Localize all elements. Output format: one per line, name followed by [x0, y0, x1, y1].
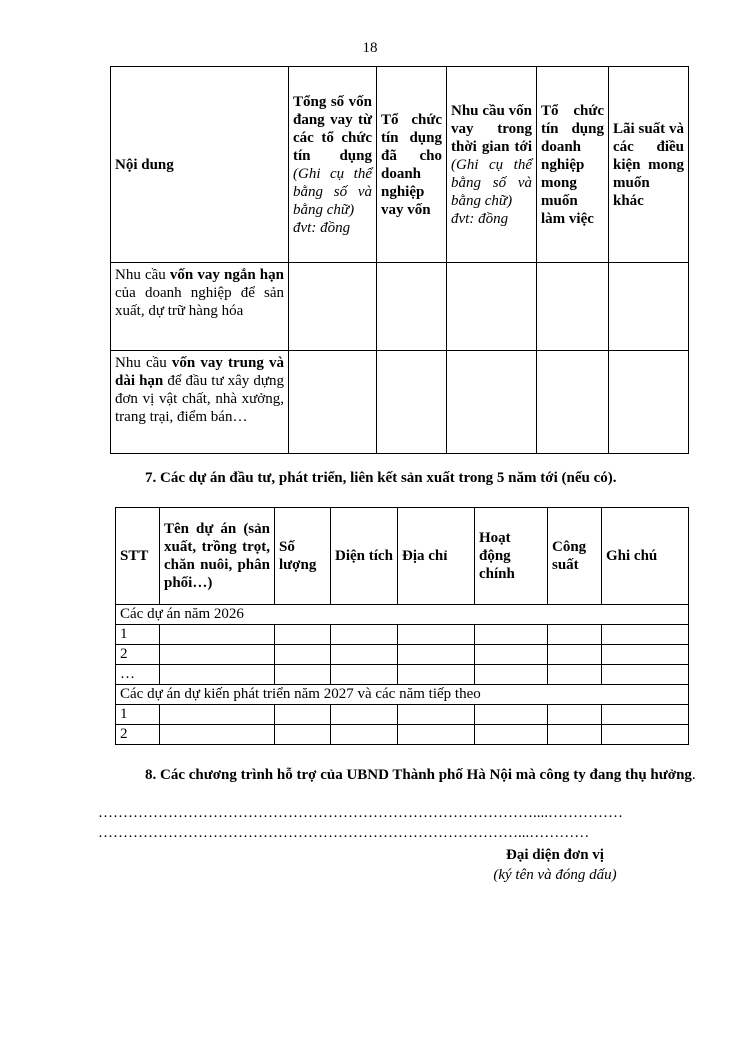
header-ghi-chu: Ghi chú — [602, 508, 689, 605]
header-hoat-dong: Hoạt động chính — [475, 508, 548, 605]
header-dia-chi: Địa chỉ — [398, 508, 475, 605]
table-cell[interactable] — [447, 351, 537, 454]
table-cell[interactable] — [475, 665, 548, 685]
header-nhu-cau-von-note: (Ghi cụ thể bằng số và bằng chữ) — [451, 156, 532, 209]
row-number: … — [116, 665, 160, 685]
table-cell[interactable] — [275, 725, 331, 745]
table-cell[interactable] — [377, 263, 447, 351]
row-number: 1 — [116, 625, 160, 645]
table-cell[interactable] — [602, 645, 689, 665]
table-row — [116, 725, 689, 745]
signature-block — [470, 845, 640, 885]
header-stt: STT — [116, 508, 160, 605]
table-cell[interactable] — [398, 645, 475, 665]
loan-needs-table — [110, 66, 689, 454]
table-cell[interactable] — [602, 625, 689, 645]
section-8-period: . — [691, 767, 696, 783]
table-cell[interactable] — [160, 645, 275, 665]
table-cell[interactable] — [447, 263, 537, 351]
table-cell[interactable] — [160, 665, 275, 685]
projects-table — [115, 507, 689, 745]
table-cell[interactable] — [548, 665, 602, 685]
group-label: Các dự án dự kiến phát triển năm 2027 và các năm tiếp theo — [116, 685, 689, 705]
section-8-heading — [98, 765, 698, 785]
table-cell[interactable] — [160, 725, 275, 745]
table-cell[interactable] — [609, 263, 689, 351]
table-cell[interactable] — [537, 351, 609, 454]
table-cell[interactable] — [275, 645, 331, 665]
table-cell[interactable] — [548, 645, 602, 665]
header-tong-so-von-note: (Ghi cụ thể bằng số và bằng chữ) — [293, 165, 372, 218]
signature-note: (ký tên và đóng dấu) — [493, 867, 617, 883]
table-cell[interactable] — [398, 705, 475, 725]
section-7-heading: 7. Các dự án đầu tư, phát triển, liên kết sản xuất trong 5 năm tới (nếu có). — [145, 470, 617, 486]
answer-line-2[interactable]: …………………………………………………………………………...………… — [98, 825, 590, 841]
table-cell[interactable] — [331, 625, 398, 645]
table-cell[interactable] — [475, 645, 548, 665]
table-cell[interactable] — [398, 625, 475, 645]
table-cell[interactable] — [602, 705, 689, 725]
table-cell[interactable] — [548, 725, 602, 745]
header-tong-so-von-unit: đvt: đồng — [293, 219, 351, 236]
table-cell[interactable] — [537, 263, 609, 351]
header-nhu-cau-von-main: Nhu cầu vốn vay trong thời gian tới — [451, 102, 532, 155]
table-row — [116, 705, 689, 725]
table-cell[interactable] — [160, 625, 275, 645]
table-header-row — [116, 508, 689, 605]
header-noi-dung: Nội dung — [111, 67, 289, 263]
header-dien-tich: Diện tích — [331, 508, 398, 605]
header-tong-so-von-main: Tổng số vốn đang vay từ các tổ chức tín dụng — [293, 93, 372, 164]
table-cell[interactable] — [398, 725, 475, 745]
header-cong-suat: Công suất — [548, 508, 602, 605]
header-tong-so-von — [289, 67, 377, 263]
table-row — [111, 263, 689, 351]
answer-line-1[interactable]: ……………………………………………………………………………....…………… — [98, 805, 623, 821]
table-cell[interactable] — [475, 705, 548, 725]
group-row — [116, 605, 689, 625]
header-nhu-cau-von-unit: đvt: đồng — [451, 210, 509, 227]
table-cell[interactable] — [275, 705, 331, 725]
header-nhu-cau-von — [447, 67, 537, 263]
table-cell[interactable] — [377, 351, 447, 454]
row-label: Nhu cầu vốn vay ngắn hạn của doanh nghiệp để sản xuất, dự trữ hàng hóa — [111, 263, 289, 351]
page-number: 18 — [362, 40, 378, 56]
table-cell[interactable] — [475, 625, 548, 645]
table-cell[interactable] — [398, 665, 475, 685]
table-row — [116, 645, 689, 665]
table-row — [116, 665, 689, 685]
table-header-row — [111, 67, 689, 263]
table-cell[interactable] — [548, 705, 602, 725]
header-to-chuc-mong-muon: Tổ chức tín dụng doanh nghiệp mong muốn làm việc — [537, 67, 609, 263]
table-cell[interactable] — [331, 725, 398, 745]
header-lai-suat: Lãi suất và các điều kiện mong muốn khác — [609, 67, 689, 263]
table-cell[interactable] — [602, 725, 689, 745]
table-cell[interactable] — [602, 665, 689, 685]
header-ten-du-an: Tên dự án (sản xuất, trồng trọt, chăn nuôi, phân phối…) — [160, 508, 275, 605]
table-cell[interactable] — [331, 665, 398, 685]
group-label: Các dự án năm 2026 — [116, 605, 689, 625]
table-row — [111, 351, 689, 454]
table-cell[interactable] — [331, 645, 398, 665]
section-8-heading-text: 8. Các chương trình hỗ trợ của UBND Thành phố Hà Nội mà công ty đang thụ hưởng — [145, 767, 692, 783]
table-cell[interactable] — [275, 665, 331, 685]
row-number: 2 — [116, 725, 160, 745]
table-cell[interactable] — [289, 263, 377, 351]
table-cell[interactable] — [160, 705, 275, 725]
signature-title: Đại diện đơn vị — [506, 847, 604, 863]
row-label: Nhu cầu vốn vay trung và dài hạn để đầu tư xây dựng đơn vị vật chất, nhà xưởng, trang trại, điểm bán… — [111, 351, 289, 454]
table-row — [116, 625, 689, 645]
table-cell[interactable] — [548, 625, 602, 645]
row-number: 1 — [116, 705, 160, 725]
table-cell[interactable] — [609, 351, 689, 454]
group-row — [116, 685, 689, 705]
table-cell[interactable] — [275, 625, 331, 645]
header-to-chuc-tin-dung: Tổ chức tín dụng đã cho doanh nghiệp vay vốn — [377, 67, 447, 263]
row-number: 2 — [116, 645, 160, 665]
header-so-luong: Số lượng — [275, 508, 331, 605]
table-cell[interactable] — [289, 351, 377, 454]
table-cell[interactable] — [475, 725, 548, 745]
table-cell[interactable] — [331, 705, 398, 725]
